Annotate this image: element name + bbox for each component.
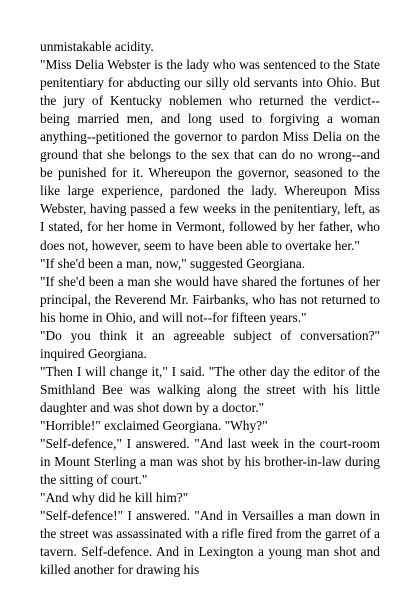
paragraph-7: "Horrible!" exclaimed Georgiana. "Why?" [40,417,268,433]
paragraph-9: "And why did he kill him?" [40,490,189,506]
body-text [40,38,380,579]
paragraph-3: "If she'd been a man, now," suggested Georgiana. [40,255,306,271]
paragraph-6: "Then I will change it," I said. "The other day the editor of the Smithland Bee was walking along the street with his little daughter and was shot down by a doctor." [40,363,380,415]
paragraph-1: unmistakable acidity. [40,39,154,54]
paragraph-2: "Miss Delia Webster is the lady who was sentenced to the State penitentiary for abducting our silly old servants into Ohio. But the jury of Kentucky noblemen who returned the verdict--being married men, and long used to forgiving a woman anything--petitioned the governor to pardon Miss Delia on the ground that she belongs to the sex that can do no wrong--and be punished for it. Whereupon the governor, seasoned to the like large experience, pardoned the lady. Whereupon Miss Webster, having passed a few weeks in the penitentiary, left, as I stated, for her home in Vermont, followed by her father, who does not, however, seem to have been able to overtake her." [40,57,380,253]
paragraph-5: "Do you think it an agreeable subject of conversation?" inquired Georgiana. [40,327,380,361]
paragraph-10: "Self-defence!" I answered. "And in Versailles a man down in the street was assassinated with a rifle fired from the garret of a tavern. Self-defence. And in Lexington a young man shot and killed another for drawing his [40,508,380,578]
paragraph-4: "If she'd been a man she would have shared the fortunes of her principal, the Reverend Mr. Fairbanks, who has not returned to his home in Ohio, and will not--for fifteen years." [40,273,380,325]
paragraph-8: "Self-defence," I answered. "And last week in the court-room in Mount Sterling a man was shot by his brother-in-law during the sitting of court." [40,436,380,488]
